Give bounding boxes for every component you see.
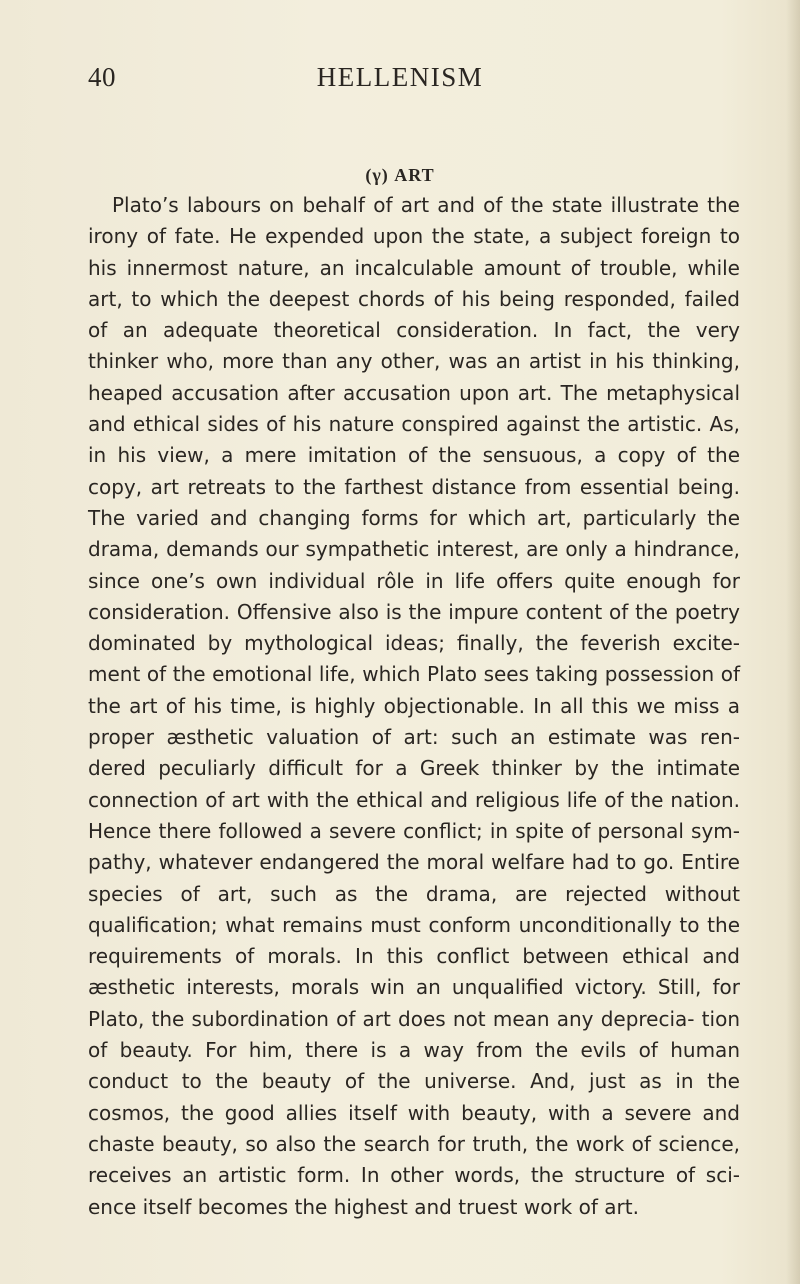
- body-text: [88, 190, 740, 1223]
- section-heading: (γ) ART: [365, 165, 435, 185]
- body-paragraph: Plato’s labours on behalf of art and of the state illustrate the irony of fate. He expended upon the state, a subject foreign to his innermost nature, an incalculable amount of trouble, while art, to which the deepest chords of his being responded, failed of an adequate theoretical consideration. In fact, the very thinker who, more than any other, was an artist in his thinking, heaped accusation after accusation upon art. The metaphysical and ethical sides of his nature conspired against the artistic. As, in his view, a mere imitation of the sensuous, a copy of the copy, art retreats to the farthest distance from essential being. The varied and changing forms for which art, particularly the drama, demands our sympathetic interest, are only a hindrance, since one’s own individual rôle in life offers quite enough for consideration. Offensive also is the impure content of the poetry dominated by mythological ideas; finally, the feverish excite- ment of the emotional life, which Plato sees taking possession of the art of his time, is highly objectionable. In all this we miss a proper æsthetic valuation of art: such an estimate was ren- dered peculiarly difficult for a Greek thinker by the intimate connection of art with the ethical and religious life of the nation. Hence there followed a severe conflict; in spite of personal sym- pathy, whatever endangered the moral welfare had to go. Entire species of art, such as the drama, are rejected without qualification; what remains must conform unconditionally to the requirements of morals. In this conflict between ethical and æsthetic interests, morals win an unqualified victory. Still, for Plato, the subordination of art does not mean any deprecia- tion of beauty. For him, there is a way from the evils of human conduct to the beauty of the universe. And, just as in the cosmos, the good allies itself with beauty, with a severe and chaste beauty, so also the search for truth, the work of science, receives an artistic form. In other words, the structure of sci- ence itself becomes the highest and truest work of art.: [88, 193, 740, 1219]
- page-edge-shadow: [786, 0, 800, 1284]
- running-title: HELLENISM: [316, 62, 484, 92]
- page-number: 40: [88, 62, 116, 92]
- running-head: [0, 62, 800, 102]
